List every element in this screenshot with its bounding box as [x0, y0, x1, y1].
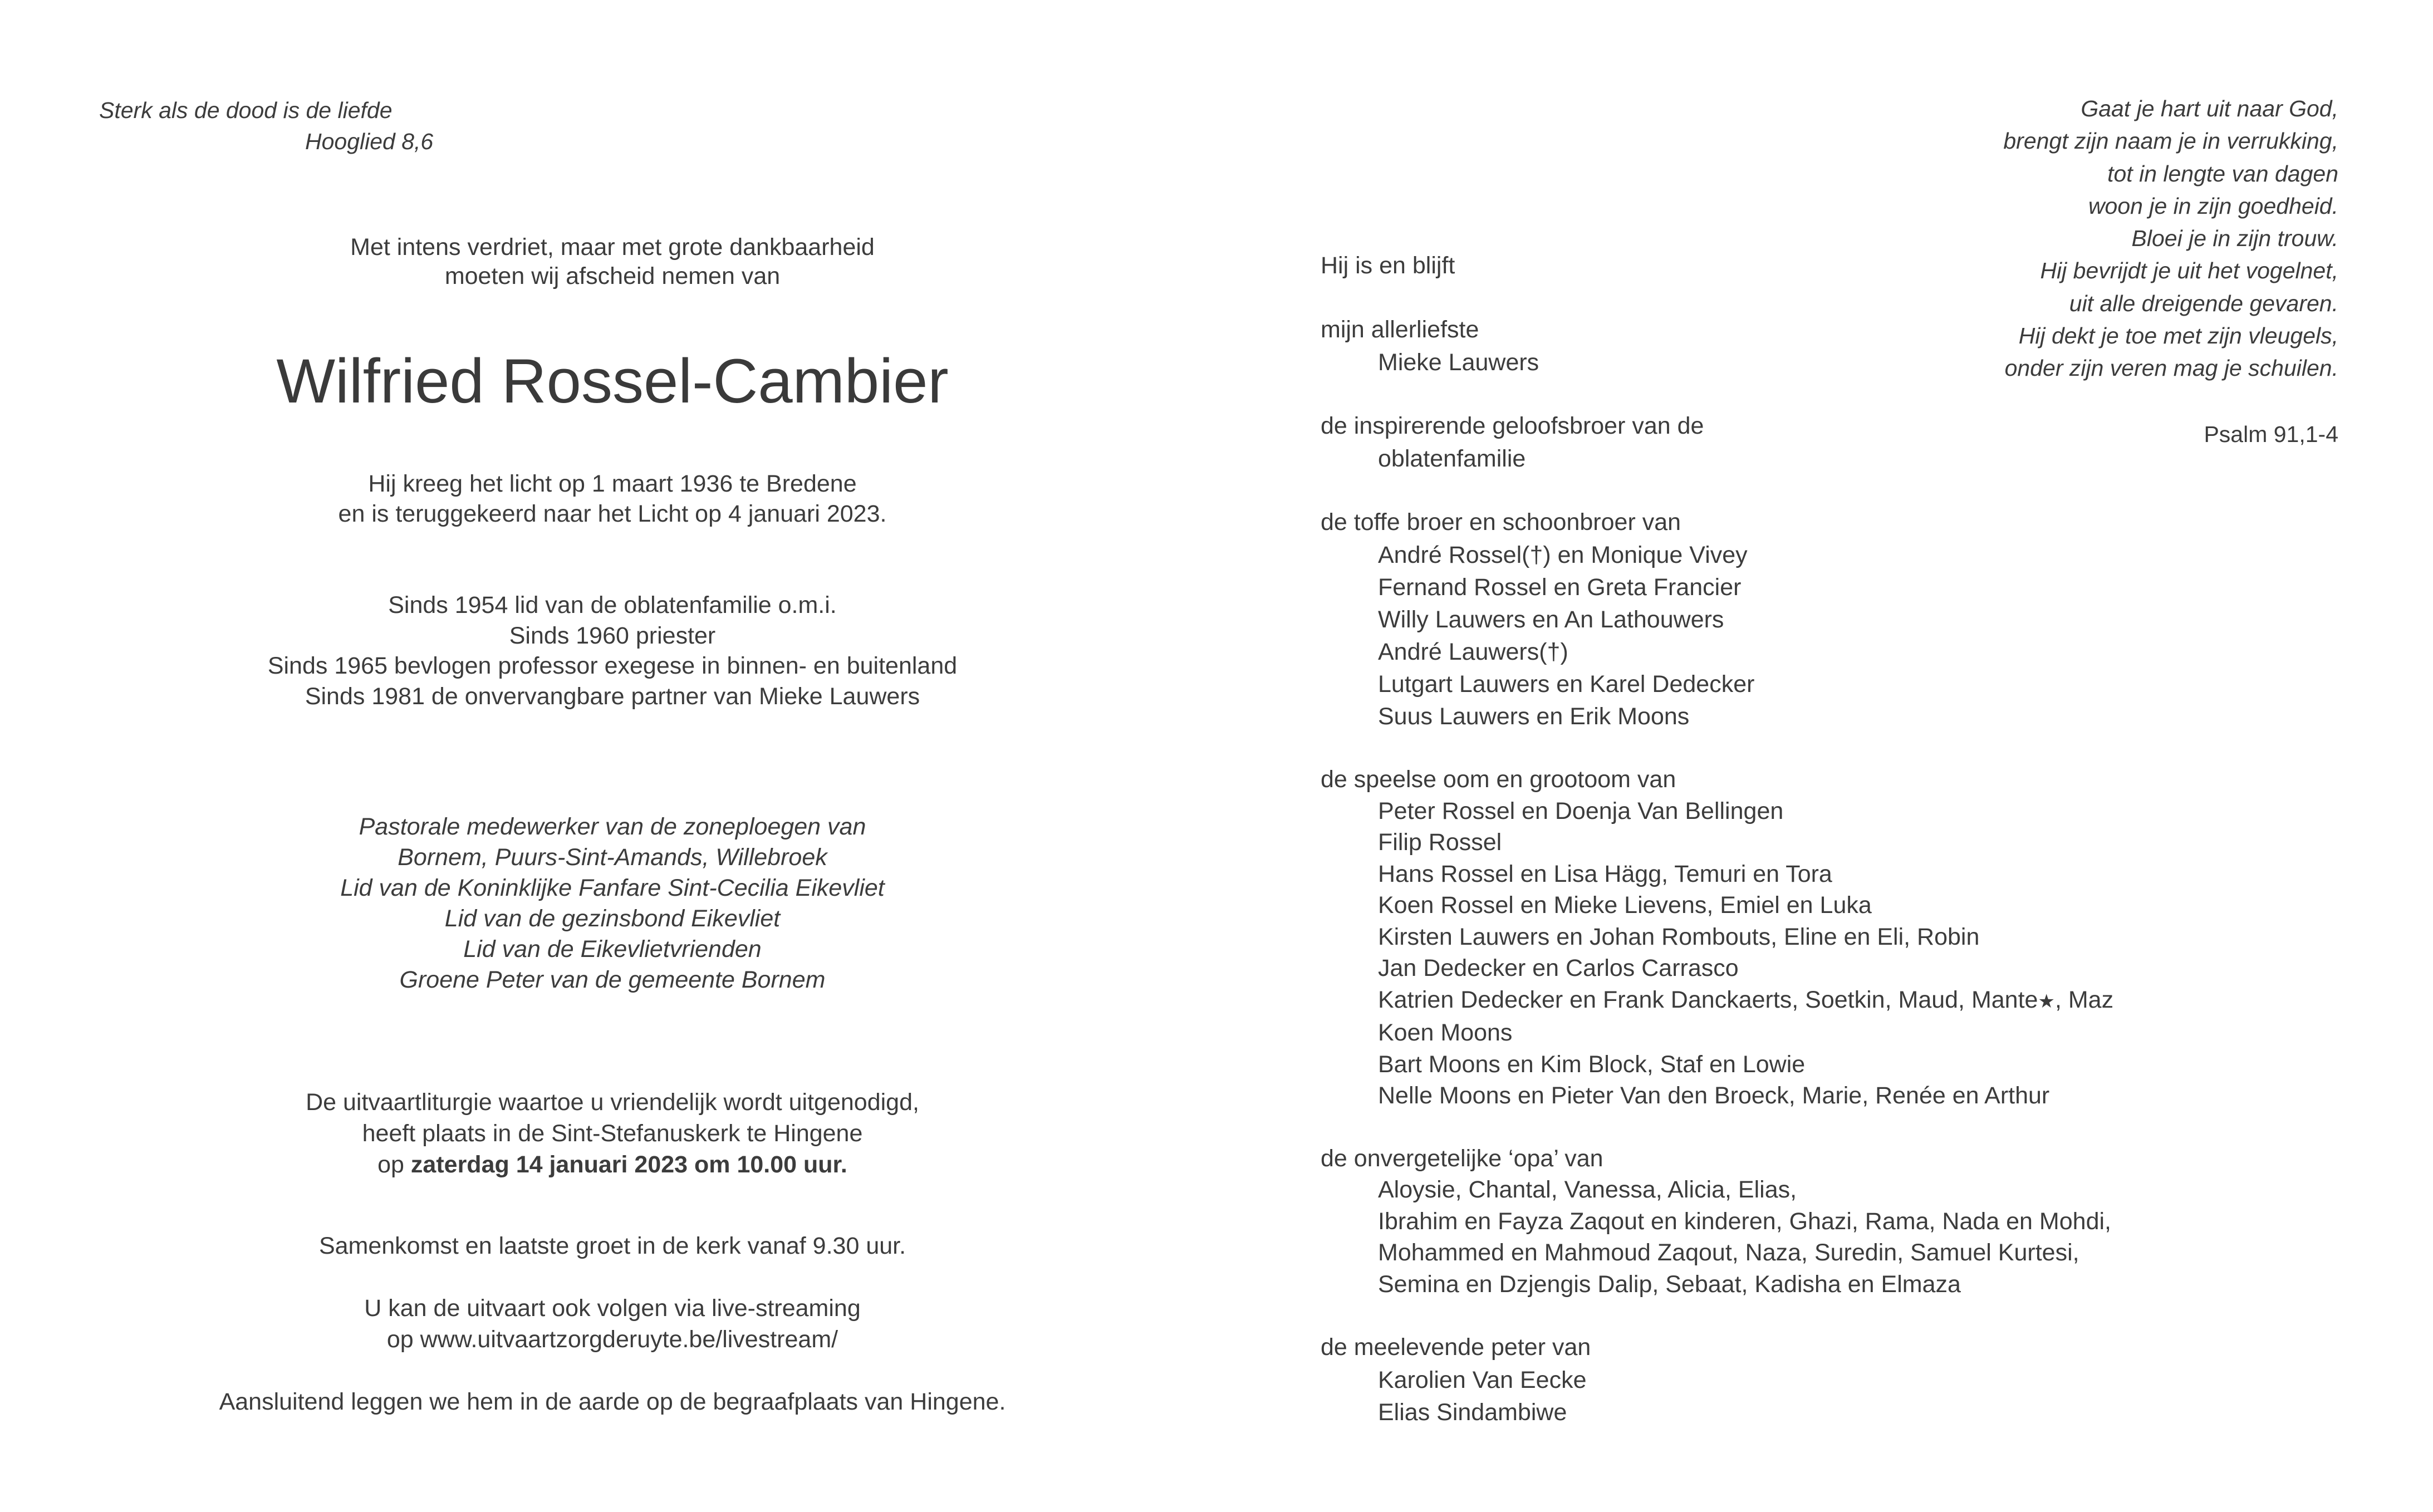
career-item: Sinds 1954 lid van de oblatenfamilie o.m.i. — [388, 592, 837, 618]
birth-death-dates — [78, 469, 1147, 529]
relation-member-suffix: , Maz — [2054, 986, 2114, 1013]
relation-group-oblates — [1321, 410, 2267, 475]
funeral-announcement — [78, 1087, 1147, 1180]
relation-group-godchildren — [1321, 1331, 2267, 1428]
relation-member: Semina en Dzjengis Dalip, Sebaat, Kadisha en Elmaza — [1378, 1270, 1961, 1298]
relation-member: Willy Lauwers en An Lathouwers — [1378, 606, 1724, 633]
career-item: Sinds 1981 de onvervangbare partner van Mieke Lauwers — [305, 683, 920, 710]
psalm-line: tot in lengte van dagen — [2107, 160, 2338, 186]
relation-member: Koen Moons — [1378, 1019, 1513, 1046]
relation-heading: de meelevende peter van — [1321, 1334, 1591, 1361]
relation-member: André Rossel(†) en Monique Vivey — [1378, 542, 1748, 568]
funeral-date-line — [78, 1149, 1147, 1180]
relation-heading: de speelse oom en grootoom van — [1321, 766, 1676, 793]
psalm-line: Gaat je hart uit naar God, — [2081, 96, 2338, 121]
relation-member-with-star — [1321, 984, 2267, 1018]
role-item: Lid van de gezinsbond Eikevliet — [444, 905, 781, 932]
burial-text: Aansluitend leggen we hem in de aarde op de begraafplaats van Hingene. — [219, 1388, 1006, 1415]
streaming-info — [78, 1293, 1147, 1355]
relation-heading: de toffe broer en schoonbroer van — [1321, 509, 1681, 536]
career-list — [78, 590, 1147, 711]
relations-list — [1321, 249, 2267, 1460]
death-line: en is teruggekeerd naar het Licht op 4 januari 2023. — [338, 500, 887, 527]
relation-member: Peter Rossel en Doenja Van Bellingen — [1378, 797, 1784, 824]
streaming-url: op www.uitvaartzorgderuyte.be/livestream/ — [386, 1326, 838, 1353]
relation-member-text: Katrien Dedecker en Frank Danckaerts, Soetkin, Maud, Mante — [1378, 986, 2038, 1013]
role-item: Lid van de Koninklijke Fanfare Sint-Cecilia Eikevliet — [340, 875, 885, 901]
psalm-line: brengt zijn naam je in verrukking, — [2003, 128, 2338, 154]
relation-member: Fernand Rossel en Greta Francier — [1378, 574, 1742, 601]
relation-member: Jan Dedecker en Carlos Carrasco — [1378, 955, 1739, 981]
relation-group-nephews — [1321, 764, 2267, 1112]
role-item: Groene Peter van de gemeente Bornem — [399, 966, 826, 993]
psalm-line: Hij dekt je toe met zijn vleugels, — [2018, 323, 2338, 349]
relation-member: Suus Lauwers en Erik Moons — [1378, 703, 1690, 730]
psalm-line: Bloei je in zijn trouw. — [2131, 225, 2338, 252]
star-icon: ★ — [2038, 990, 2055, 1012]
relation-member: Hans Rossel en Lisa Hägg, Temuri en Tora — [1378, 860, 1832, 887]
career-item: Sinds 1965 bevlogen professor exegese in binnen- en buitenland — [267, 652, 958, 679]
relation-member: Ibrahim en Fayza Zaqout en kinderen, Ghazi, Rama, Nada en Mohdi, — [1378, 1207, 2111, 1235]
intro-text — [78, 233, 1147, 291]
relation-group-grandchildren — [1321, 1143, 2267, 1300]
funeral-line: heeft plaats in de Sint-Stefanuskerk te Hingene — [362, 1120, 863, 1147]
relation-member: Nelle Moons en Pieter Van den Broeck, Marie, Renée en Arthur — [1378, 1082, 2050, 1109]
relation-member: André Lauwers(†) — [1378, 639, 1568, 665]
roles-list — [78, 812, 1147, 995]
relation-member: oblatenfamilie — [1378, 445, 1526, 472]
relation-member: Elias Sindambiwe — [1378, 1399, 1567, 1426]
quote-reference: Hooglied 8,6 — [305, 129, 434, 154]
relation-group-siblings — [1321, 506, 2267, 733]
relation-member: Aloysie, Chantal, Vanessa, Alicia, Elias, — [1378, 1176, 1797, 1203]
funeral-date-prefix: op — [377, 1151, 411, 1178]
relation-heading: de inspirerende geloofsbroer van de — [1321, 413, 1704, 439]
relation-group-partner — [1321, 313, 2267, 379]
funeral-date: zaterdag 14 januari 2023 om 10.00 uur. — [410, 1151, 847, 1178]
relation-member: Kirsten Lauwers en Johan Rombouts, Eline en Eli, Robin — [1378, 923, 1980, 950]
psalm-line: uit alle dreigende gevaren. — [2069, 290, 2338, 316]
career-item: Sinds 1960 priester — [509, 622, 716, 649]
gathering-text: Samenkomst en laatste groet in de kerk vanaf 9.30 uur. — [318, 1233, 906, 1259]
intro-line: Met intens verdriet, maar met grote dankbaarheid — [350, 234, 875, 261]
relation-opening-text: Hij is en blijft — [1321, 252, 1455, 279]
psalm-reference: Psalm 91,1-4 — [2204, 421, 2338, 447]
relation-member: Filip Rossel — [1378, 829, 1502, 856]
role-item: Bornem, Puurs-Sint-Amands, Willebroek — [398, 844, 827, 871]
relation-member: Koen Rossel en Mieke Lievens, Emiel en Luka — [1378, 892, 1872, 919]
relation-member: Lutgart Lauwers en Karel Dedecker — [1378, 671, 1755, 698]
psalm-line: Hij bevrijdt je uit het vogelnet, — [2040, 258, 2338, 284]
psalm-line: woon je in zijn goedheid. — [2088, 193, 2338, 219]
role-item: Pastorale medewerker van de zoneploegen van — [359, 813, 866, 840]
relation-heading: mijn allerliefste — [1321, 316, 1479, 343]
relation-member: Bart Moons en Kim Block, Staf en Lowie — [1378, 1050, 1806, 1078]
role-item: Lid van de Eikevlietvrienden — [463, 936, 762, 963]
birth-line: Hij kreeg het licht op 1 maart 1936 te Bredene — [368, 470, 857, 497]
streaming-line: U kan de uitvaart ook volgen via live-streaming — [364, 1295, 861, 1322]
relation-opening — [1321, 249, 2267, 282]
relation-member: Mohammed en Mahmoud Zaqout, Naza, Suredin, Samuel Kurtesi, — [1378, 1239, 2079, 1266]
deceased-name: Wilfried Rossel-Cambier — [276, 346, 949, 416]
intro-line: moeten wij afscheid nemen van — [444, 263, 781, 289]
relation-member: Mieke Lauwers — [1378, 349, 1539, 376]
relation-heading: de onvergetelijke ‘opa’ van — [1321, 1145, 1603, 1172]
psalm-line: onder zijn veren mag je schuilen. — [2004, 355, 2338, 381]
quote-text: Sterk als de dood is de liefde — [99, 97, 393, 123]
relation-member: Karolien Van Eecke — [1378, 1367, 1587, 1393]
opening-quote — [99, 95, 444, 157]
funeral-line: De uitvaartliturgie waartoe u vriendelijk wordt uitgenodigd, — [306, 1089, 919, 1116]
